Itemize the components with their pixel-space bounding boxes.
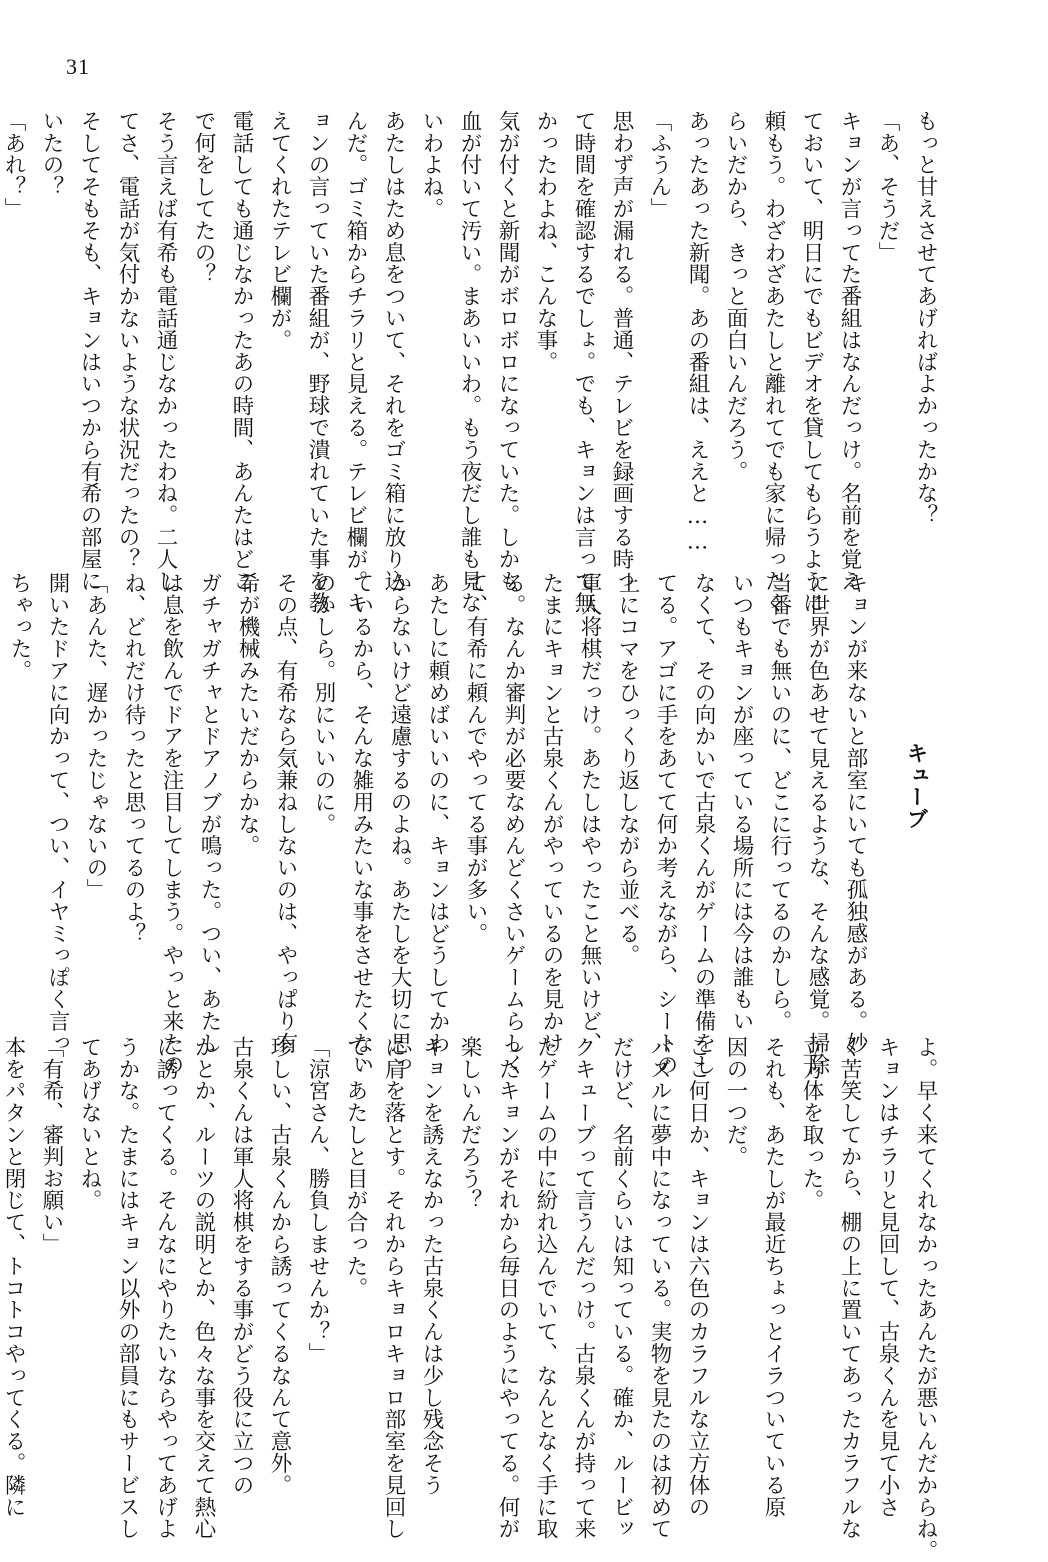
page-number: 31 [66,54,90,79]
text-line: 血が付いて汚い。まあいいわ。もう夜だし誰も見な [457,110,482,614]
text-line: 珍しい、古泉くんから誘ってくるなんて意外。 [267,1036,292,1496]
text-line: キョンを誘えなかった古泉くんは少し残念そう [419,1036,444,1496]
text-line: キョンが言ってた番組はなんだっけ。名前を覚え [837,110,862,592]
text-line: そしてそもそも、キョンはいつから有希の部屋に [77,110,102,592]
text-line: キョンはチラリと見回して、古泉くんを見て小さ [875,1036,900,1518]
text-line: よ。早く来てくれなかったあんたが悪いんだからね。 [913,1036,938,1562]
text-line: 「あんた、遅かったじゃないの」 [83,572,108,901]
text-line: うかな。たまにはキョン以外の部員にもサービスし [115,1036,140,1540]
text-line: て、有希に頼んでやってる事が多い。 [463,572,488,945]
text-line: 開いたドアに向かって、つい、イヤミっぽく言っ [45,572,70,1054]
text-line: 「あ、そうだ」 [875,110,900,264]
text-line: は息を飲んでドアを注目してしまう。やっと来たの [159,572,184,1076]
text-line: かったわよね、こんな事。 [533,110,558,373]
text-line: てさ、電話が気付かないような状況だったの？ [115,110,140,570]
text-line: る。なんか審判が必要なめんどくさいゲームらしく [501,572,526,1076]
text-line: て、あたしと目が合った。 [343,1036,368,1299]
text-line: 「有希、審判お願い」 [39,1036,64,1255]
text-line: 本をパタンと閉じて、トコトコやってくる。隣に [1,1036,26,1518]
text-tier-bottom [1,1036,944,1562]
text-line: ちゃった。 [7,572,32,682]
text-line: もっと甘えさせてあげればよかったかな？ [913,110,938,527]
text-line: 頼もう。わざわざあたしと離れてでも家に帰ったく [761,110,786,614]
text-line: パズルに夢中になっている。実物を見たのは初めて [647,1036,672,1540]
text-line: てる。アゴに手をあてて何か考えながら、シートの [653,572,678,1076]
text-line: 上にコマをひっくり返しながら並べる。 [615,572,640,967]
text-line: 古泉くんは軍人将棋をする事がどう役に立つの [229,1036,254,1496]
text-line: 「涼宮さん、勝負しませんか？」 [305,1036,330,1365]
text-line: のかしら。別にいいのに。 [311,572,336,835]
text-line: ったキョンがそれから毎日のようにやってる。何が [495,1036,520,1540]
text-line: そう言えば有希も電話通じなかったわね。二人し [153,110,178,592]
text-line: に肩を落とす。それからキョロキョロ部室を見回し [381,1036,406,1540]
text-line: あたしはため息をついて、それをゴミ箱に放り込 [381,110,406,592]
section-heading: キューブ [903,742,928,830]
text-line: ョンの言っていた番組が、野球で潰れていた事を教 [305,110,330,614]
text-line: ね、どれだけ待ったと思ってるのよ？ [121,572,146,945]
text-tier-top [1,110,944,614]
text-line: いわよね。 [419,110,444,220]
text-line: だけど、名前くらいは知っている。確か、ルービッ [609,1036,634,1540]
text-line: 「ふうん」 [647,110,672,220]
text-line: ておいて、明日にでもビデオを貸してもらうように [799,110,824,614]
text-line: らいだから、きっと面白いんだろう。 [723,110,748,483]
text-line: からないけど遠慮するのよね。あたしを大切に思っ [387,572,412,1076]
text-line: それも、あたしが最近ちょっとイラついている原 [761,1036,786,1518]
text-line: 当番でも無いのに、どこに行ってるのかしら。 [767,572,792,1032]
text-line: で何をしてたの？ [191,110,216,286]
text-line: ているから、そんな雑用みたいな事をさせたくない [349,572,374,1076]
text-line: その点、有希なら気兼ねしないのは、やっぱり有 [273,572,298,1054]
text-line: いたの？ [39,110,64,198]
text-line: なくて、その向かいで古泉くんがゲームの準備をし [691,572,716,1076]
text-line: たまにキョンと古泉くんがやっているのを見かけ [539,572,564,1054]
text-line: 軍人将棋だっけ。あたしはやったこと無いけど、 [577,572,602,1054]
text-line: キョンが来ないと部室にいても孤独感がある。妙 [843,572,868,1054]
text-line: えてくれたテレビ欄が。 [267,110,292,351]
text-line: く苦笑してから、棚の上に置いてあったカラフルな [837,1036,862,1540]
text-line: あたしに頼めばいいのに、キョンはどうしてかわ [425,572,450,1054]
text-line: たゲームの中に紛れ込んでいて、なんとなく手に取 [533,1036,558,1540]
text-line: んだ。ゴミ箱からチラリと見える。テレビ欄が。キ [343,110,368,614]
text-line: 電話しても通じなかったあの時間、あんたはどこ [229,110,254,592]
text-line: に世界が色あせて見えるような、そんな感覚。掃除 [805,572,830,1076]
text-line: クキューブって言うんだっけ。古泉くんが持って来 [571,1036,596,1540]
text-line: に誘ってくる。そんなにやりたいならやってあげよ [153,1036,178,1540]
text-line: 楽しいんだろう？ [457,1036,482,1212]
text-line: 思わず声が漏れる。普通、テレビを録画する時っ [609,110,634,592]
text-line: いつもキョンが座っている場所には今は誰もい [729,572,754,1032]
text-line: ここ何日か、キョンは六色のカラフルな立方体の [685,1036,710,1518]
text-line: あったあった新聞。あの番組は、ええと…… [685,110,710,555]
text-line: かとか、ルーツの説明とか、色々な事を交えて熱心 [191,1036,216,1540]
text-line: て時間を確認するでしょ。でも、キョンは言って無 [571,110,596,614]
text-line: ガチャガチャとドアノブが鳴った。つい、あたし [197,572,222,1054]
text-line: てあげないとね。 [77,1036,102,1212]
text-line: 「あれ？」 [1,110,26,220]
text-tier-middle [7,572,944,1076]
text-line: 因の一つだ。 [723,1036,748,1168]
text-line: 立方体を取った。 [799,1036,824,1212]
text-line: 希が機械みたいだからかな。 [235,572,260,857]
text-line: 気が付くと新聞がボロボロになっていた。しかも [495,110,520,592]
